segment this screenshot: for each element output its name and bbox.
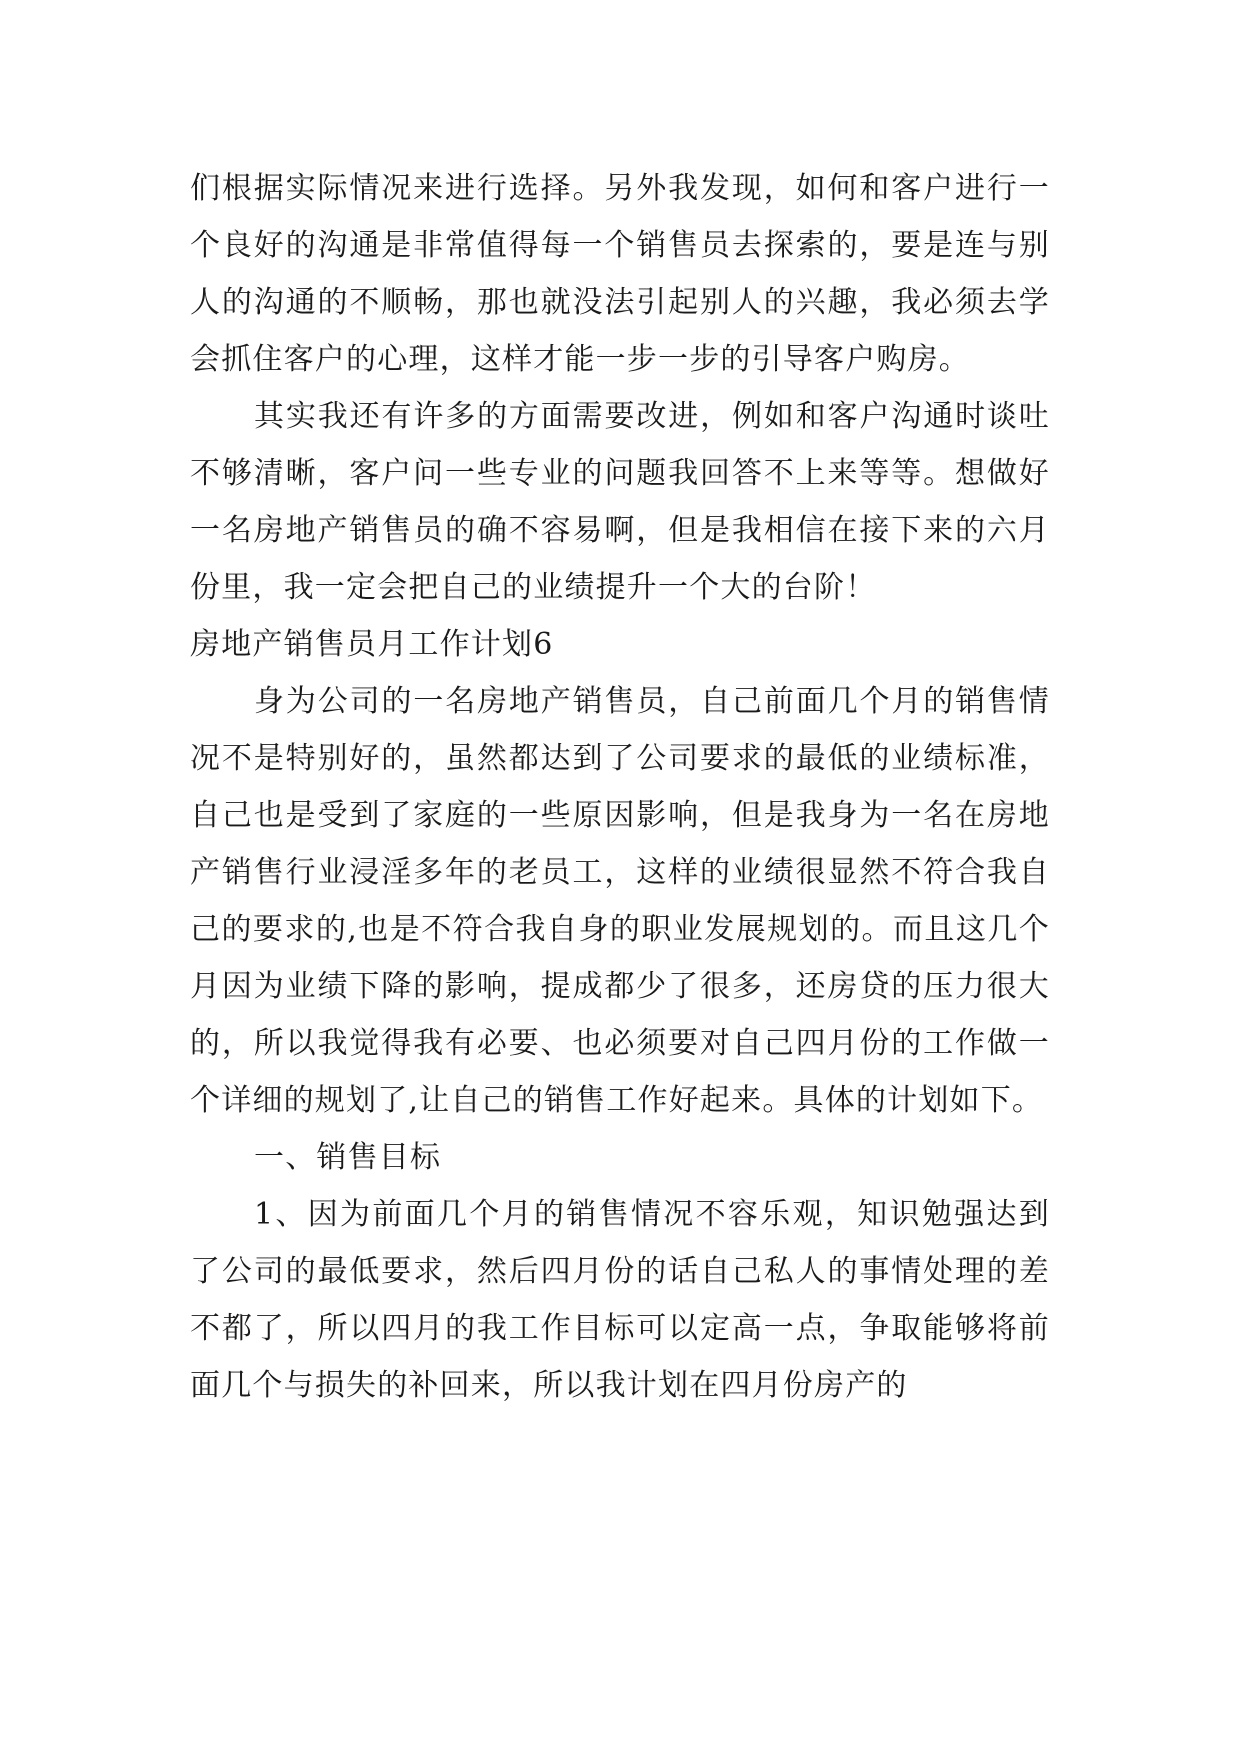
paragraph-continuation: 们根据实际情况来进行选择。另外我发现，如何和客户进行一个良好的沟通是非常值得每一个销售员去探索的，要是连与别人的沟通的不顺畅，那也就没法引起别人的兴趣，我必须去学会抓住客户的心理，这样才能一步一步的引导客户购房。 <box>190 171 1050 377</box>
paragraph-goal-1: 1、因为前面几个月的销售情况不容乐观，知识勉强达到了公司的最低要求，然后四月份的话自己私人的事情处理的差不都了，所以四月的我工作目标可以定高一点，争取能够将前面几个与损失的补回来，所以我计划在四月份房产的 <box>190 1197 1050 1403</box>
subsection-heading: 一、销售目标 <box>254 1140 442 1175</box>
section-title: 房地产销售员月工作计划6 <box>190 627 554 662</box>
paragraph-improvement: 其实我还有许多的方面需要改进，例如和客户沟通时谈吐不够清晰，客户问一些专业的问题我回答不上来等等。想做好一名房地产销售员的确不容易啊，但是我相信在接下来的六月份里，我一定会把自己的业绩提升一个大的台阶！ <box>190 399 1050 605</box>
document-body <box>190 160 1050 1414</box>
paragraph-intro: 身为公司的一名房地产销售员，自己前面几个月的销售情况不是特别好的，虽然都达到了公司要求的最低的业绩标准，自己也是受到了家庭的一些原因影响，但是我身为一名在房地产销售行业浸淫多年的老员工，这样的业绩很显然不符合我自己的要求的,也是不符合我自身的职业发展规划的。而且这几个月因为业绩下降的影响，提成都少了很多，还房贷的压力很大的，所以我觉得我有必要、也必须要对自己四月份的工作做一个详细的规划了,让自己的销售工作好起来。具体的计划如下。 <box>190 684 1050 1118</box>
